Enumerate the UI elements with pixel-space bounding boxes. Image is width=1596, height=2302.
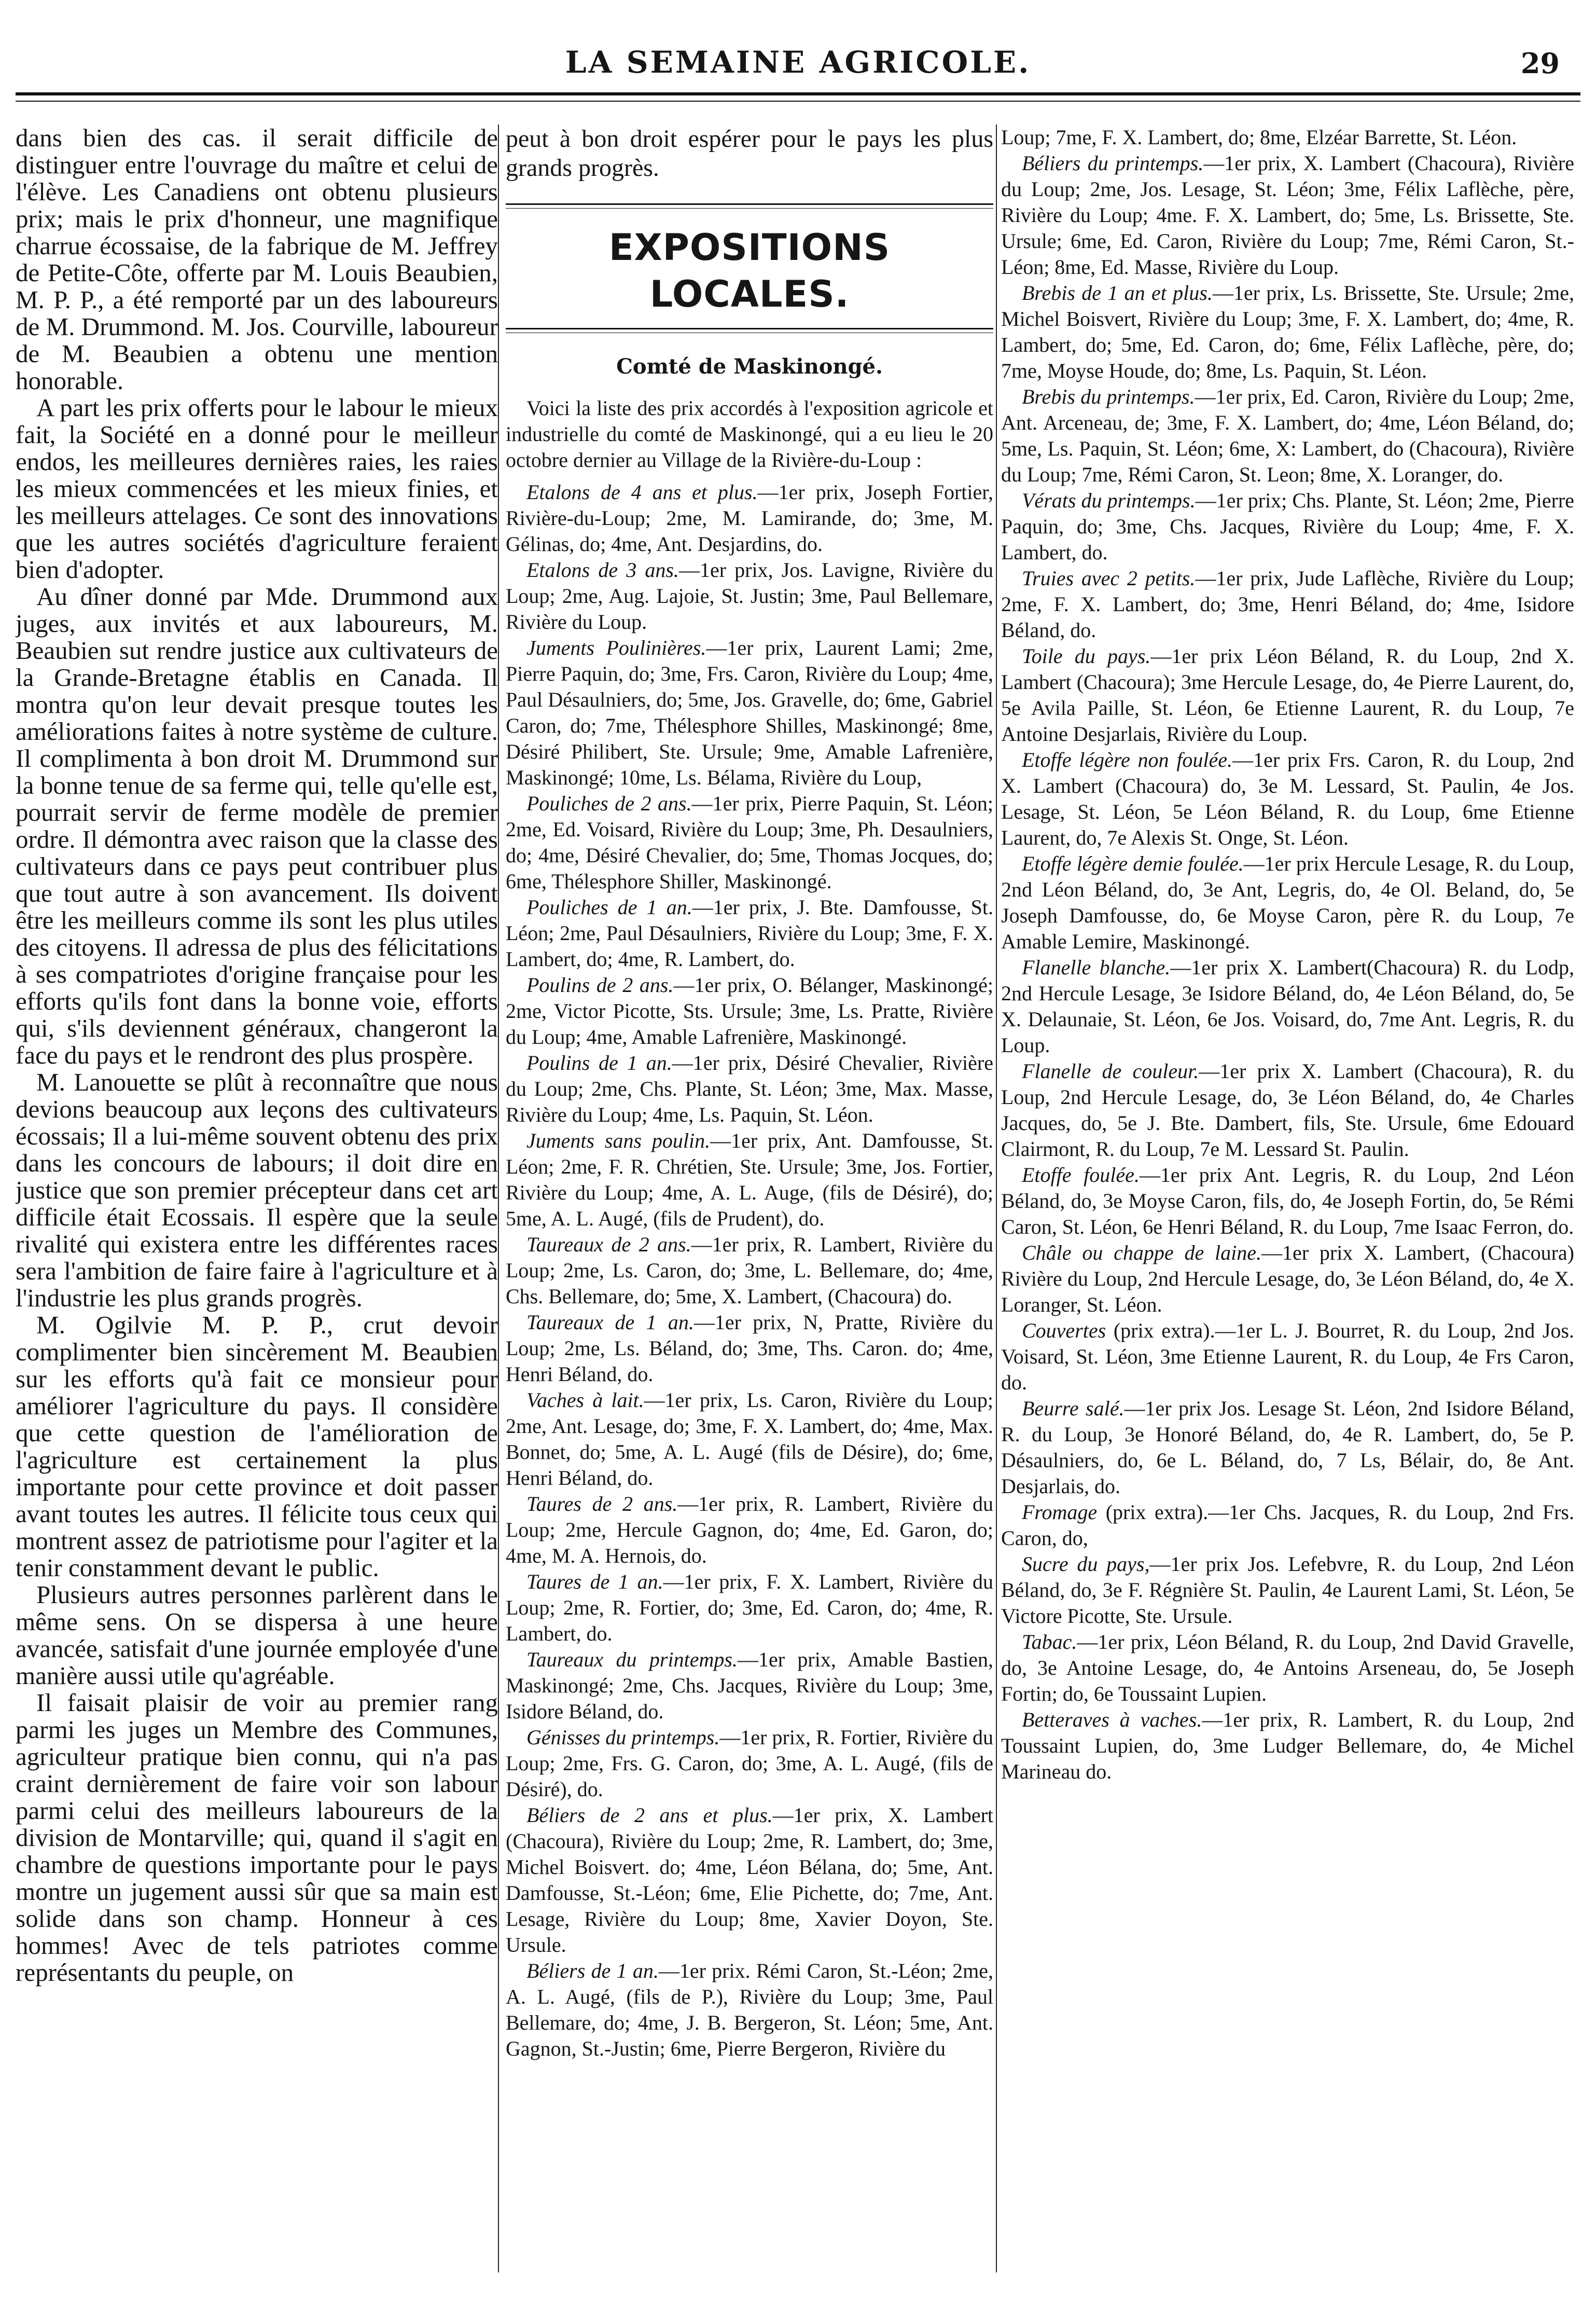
prize-category: Béliers de 2 ans et plus. <box>526 1803 773 1827</box>
prize-winners: —1er prix, Joseph Fortier, Rivière-du-Loup; 2me, M. Lamirande, do; 3me, M. Gélinas, do; 4me, Ant. Desjardins, do. <box>506 480 993 556</box>
prize-entry <box>506 479 993 557</box>
prize-category: Juments Poulinières. <box>526 636 706 659</box>
prize-winners: —1er prix, Désiré Chevalier, Rivière du Loup; 2me, Chs. Plante, St. Léon; 3me, Max. Masse, Rivière du Loup; 4me, Ls. Paquin, St. Léon. <box>506 1051 993 1126</box>
prize-winners: —1er prix, R. Lambert, Rivière du Loup; 2me, Hercule Gagnon, do; 4me, Ed. Garon, do; 4me, M. A. Hernois, do. <box>506 1492 993 1567</box>
prize-winners: —1er prix, Jude Laflèche, Rivière du Loup; 2me, F. X. Lambert, do; 3me, Henri Béland, do; 4me, Isidore Béland, do. <box>1001 567 1574 642</box>
prize-winners: —1er prix, N, Pratte, Rivière du Loup; 2me, Ls. Béland, do; 3me, Ths. Caron. do; 4me, Henri Béland, do. <box>506 1311 993 1386</box>
prize-winners: —1er prix, Pierre Paquin, St. Léon; 2me, Ed. Voisard, Rivière du Loup; 3me, Ph. Desaulniers, do; 4me, Désiré Chevalier, do; 5me, Thomas Jocques, do; 6me, Thélesphore Shiller, Maskinongé. <box>506 792 993 893</box>
prize-winners: —1er prix. Rémi Caron, St.-Léon; 2me, A. L. Augé, (fils de P.), Rivière du Loup; 3me, Paul Bellemare, do; 4me, J. B. Bergeron, St. Léon; 5me, Ant. Gagnon, St.-Justin; 6me, Pierre Bergeron, Rivière du <box>506 1959 993 2060</box>
section-rule <box>506 203 993 209</box>
header-rule <box>16 92 1580 102</box>
prize-entry <box>1001 643 1574 747</box>
prize-entry <box>1001 1162 1574 1240</box>
prize-category: Pouliches de 1 an. <box>526 895 692 919</box>
prize-category: Brebis du printemps. <box>1022 385 1195 408</box>
prize-category: Taureaux de 2 ans. <box>526 1233 691 1256</box>
prize-winners: —1er prix; Chs. Plante, St. Léon; 2me, Pierre Paquin, do; 3me, Chs. Jacques, Rivière du Loup; 4me, F. X. Lambert, do. <box>1001 489 1574 564</box>
prize-category: Beurre salé. <box>1022 1397 1125 1420</box>
prize-category: Fromage <box>1022 1500 1098 1524</box>
prize-winners: (prix extra).—1er Chs. Jacques, R. du Loup, 2nd Frs. Caron, do, <box>1001 1500 1574 1550</box>
prize-entry <box>1001 384 1574 488</box>
prize-winners: —1er prix, O. Bélanger, Maskinongé; 2me, Victor Picotte, Sts. Ursule; 3me, Ls. Pratte, Rivière du Loup; 4me, Amable Lafrenière, Maskinongé. <box>506 973 993 1049</box>
prize-winners: —1er prix, R. Lambert, Rivière du Loup; 2me, Ls. Caron, do; 3me, L. Bellemare, do; 4me, Chs. Bellemare, do; 5me, X. Lambert, (Chacoura) do. <box>506 1233 993 1308</box>
prize-winners: —1er prix Ant. Legris, R. du Loup, 2nd Léon Béland, do, 3e Moyse Caron, fils, do, 4e Joseph Fortin, do, 5e Rémi Caron, St. Léon, 6e Henri Béland, R. du Loup, 7me Isaac Ferron, do. <box>1001 1163 1574 1238</box>
prize-winners: —1er prix X. Lambert (Chacoura), R. du Loup, 2nd Hercule Lesage, do, 3e Léon Béland, do, 4e Charles Jacques, do, 5e J. Bte. Dambert, fils, Ste. Ursule, 6me Edouard Clairmont, R. du Loup, 7e M. Lessard St. Paulin. <box>1001 1059 1574 1161</box>
prize-entry <box>506 1309 993 1387</box>
prize-entry <box>1001 1707 1574 1785</box>
prize-winners: —1er prix Léon Béland, R. du Loup, 2nd X. Lambert (Chacoura); 3me Hercule Lesage, do, 4e Pierre Laurent, do, 5e Avila Paille, St. Léon, 6e Etienne Laurent, R. du Loup, 7e Antoine Desjarlais, Rivière du Loup. <box>1001 644 1574 746</box>
prize-entry <box>506 791 993 894</box>
prize-category: Etoffe foulée. <box>1022 1163 1140 1187</box>
prize-category: Flanelle blanche. <box>1022 956 1171 979</box>
prize-entry <box>506 1725 993 1802</box>
article-paragraph: Au dîner donné par Mde. Drummond aux juges, aux invités et aux laboureurs, M. Beaubien sut rendre justice aux cultivateurs de la Grande-Bretagne établis en Canada. Il montra qu'on leur devait presque toutes les améliorations faites à notre système de culture. Il complimenta à bon droit M. Drummond sur la bonne tenue de sa ferme qui, telle qu'elle est, pourrait servir de ferme modèle de premier ordre. Il démontra avec raison que la classe des cultivateurs dans ce pays peut contribuer plus que tout autre à son avancement. Ils doivent être les meilleurs comme ils sont les plus utiles des citoyens. Il adressa de plus des félicitations à ses compatriotes d'origine française pour les efforts qu'ils font dans la bonne voie, efforts qui, s'ils deviennent généraux, changeront la face du pays et le rendront des plus prospère. <box>16 582 498 1069</box>
prize-entry <box>1001 280 1574 384</box>
prize-entry <box>1001 747 1574 851</box>
prize-winners: —1er prix X. Lambert, (Chacoura) Rivière du Loup, 2nd Hercule Lesage, do, 3e Léon Béland, do, 4e X. Loranger, St. Léon. <box>1001 1241 1574 1316</box>
prize-category: Betteraves à vaches. <box>1022 1708 1202 1731</box>
article-paragraph: dans bien des cas. il serait difficile de distinguer entre l'ouvrage du maître et celui de l'élève. Les Canadiens ont obtenu plusieurs prix; mais le prix d'honneur, une magnifique charrue écossaise, de la fabrique de M. Jeffrey de Petite-Côte, offerte par M. Louis Beaubien, M. P. P., a été remporté par un des laboureurs de M. Drummond. M. Jos. Courville, laboureur de M. Beaubien a obtenu une mention honorable. <box>16 125 498 395</box>
prize-winners: —1er prix, X. Lambert (Chacoura), Rivière du Loup; 2me, R. Lambert, do; 3me, Michel Boisvert. do; 4me, Léon Bélana, do; 5me, Ant. Damfousse, St.-Léon; 6me, Elie Pichette, do; 7me, Ant. Lesage, Rivière du Loup; 8me, Xavier Doyon, Ste. Ursule. <box>506 1803 993 1956</box>
prize-category: Flanelle de couleur. <box>1022 1059 1199 1083</box>
prize-entry <box>506 972 993 1050</box>
prize-winners: —1er prix, F. X. Lambert, Rivière du Loup; 2me, R. Fortier, do; 3me, Ed. Caron, do; 4me, R. Lambert, do. <box>506 1570 993 1645</box>
prize-entry <box>1001 1240 1574 1318</box>
prize-entry <box>506 1050 993 1128</box>
prize-entry <box>506 1802 993 1958</box>
prize-category: Truies avec 2 petits. <box>1022 567 1196 590</box>
prize-entry <box>506 1569 993 1647</box>
prize-winners: —1er prix Hercule Lesage, R. du Loup, 2nd Léon Béland, do, 3e Ant, Legris, do, 4e Ol. Beland, do, 5e Joseph Damfousse, do, 6e Moyse Caron, père R. du Loup, 7e Amable Lemire, Maskinongé. <box>1001 852 1574 953</box>
prize-category: Etalons de 3 ans. <box>526 558 679 582</box>
prize-winners: —1er prix, J. Bte. Damfousse, St. Léon; 2me, Paul Désaulniers, Rivière du Loup; 3me, F. X. Lambert, do; 4me, R. Lambert, do. <box>506 895 993 971</box>
prize-category: Génisses du printemps. <box>526 1726 720 1749</box>
prize-entry <box>506 1128 993 1232</box>
prize-winners: —1er prix, Jos. Lavigne, Rivière du Loup; 2me, Aug. Lajoie, St. Justin; 3me, Paul Bellemare, Rivière du Loup. <box>506 558 993 633</box>
prize-entry <box>506 1387 993 1491</box>
column-divider <box>498 125 499 2272</box>
prize-category: Taures de 1 an. <box>526 1570 663 1593</box>
prize-category: Vérats du printemps. <box>1022 489 1196 512</box>
prize-winners: —1er prix Jos. Lesage St. Léon, 2nd Isidore Béland, R. du Loup, 3e Honoré Béland, do, 4e R. Lambert, do, 5e P. Désaulniers, do, 6e L. Béland, do, 7 Ls, Bélair, do, 8e Ant. Desjarlais, do. <box>1001 1397 1574 1498</box>
prize-entry <box>1001 1499 1574 1551</box>
prize-winners: —1er prix, Amable Bastien, Maskinongé; 2me, Chs. Jacques, Rivière du Loup; 3me, Isidore Béland, do. <box>506 1648 993 1723</box>
prize-entry <box>1001 1058 1574 1162</box>
prize-winners: —1er prix Jos. Lefebvre, R. du Loup, 2nd Léon Béland, do, 3e F. Régnière St. Paulin, 4e Laurent Lami, St. Léon, 5e Victore Picotte, Ste. Ursule. <box>1001 1552 1574 1628</box>
prize-winners: —1er prix, X. Lambert (Chacoura), Rivière du Loup; 2me, Jos. Lesage, St. Léon; 3me, Félix Laflèche, père, Rivière du Loup; 4me. F. X. Lambert, do; 5me, Ls. Brissette, Ste. Ursule; 6me, Ed. Caron, Rivière du Loup; 7me, Rémi Caron, St.-Léon; 8me, Ed. Masse, Rivière du Loup. <box>1001 151 1574 279</box>
prize-category: Juments sans poulin. <box>526 1129 711 1152</box>
prize-entry <box>1001 488 1574 566</box>
section-intro: Voici la liste des prix accordés à l'exposition agricole et industrielle du comté de Maskinongé, qui a eu lieu le 20 octobre dernier au Village de la Rivière-du-Loup : <box>506 396 993 472</box>
prize-winners: —1er prix Frs. Caron, R. du Loup, 2nd X. Lambert (Chacoura) do, 3e M. Lessard, St. Paulin, 4e Jos. Lesage, St. Léon, 5e Léon Béland, R. du Loup, 6me Etienne Laurent, do, 7e Alexis St. Onge, St. Léon. <box>1001 748 1574 849</box>
prize-category: Taures de 2 ans. <box>526 1492 678 1515</box>
article-paragraph: Il faisait plaisir de voir au premier rang parmi les juges un Membre des Communes, agriculteur pratique bien connu, qui n'a pas craint dernièrement de faire voir son labour parmi celui des meilleurs laboureurs de la division de Montarville; qui, quand il s'agit en chambre de questions importante pour le pays montre un jugement aussi sûr que sa main est solide dans son champ. Honneur à ces hommes! Avec de tels patriotes comme représentants du peuple, on <box>16 1688 498 1987</box>
prize-entry <box>1001 851 1574 955</box>
prize-entry <box>506 1491 993 1569</box>
article-continuation: peut à bon droit espérer pour le pays les plus grands progrès. <box>506 125 993 182</box>
prize-category: Brebis de 1 an et plus. <box>1022 281 1213 305</box>
prize-list <box>1001 150 1574 1785</box>
prize-category: Etalons de 4 ans et plus. <box>526 480 758 504</box>
page-number: 29 <box>1520 47 1560 80</box>
prize-winners: —1er prix, Léon Béland, R. du Loup, 2nd David Gravelle, do, 3e Antoine Lesage, do, 4e Antoins Arseneau, do, 5e Joseph Fortin; do, 6e Toussaint Lupien. <box>1001 1630 1574 1705</box>
list-continuation: Loup; 7me, F. X. Lambert, do; 8me, Elzéar Barrette, St. Léon. <box>1001 126 1517 149</box>
prize-category: Vaches à lait. <box>526 1388 644 1412</box>
article-paragraph: M. Lanouette se plût à reconnaître que nous devions beaucoup aux leçons des cultivateurs écossais; Il a lui-même souvent obtenu des prix dans les concours de labours; il doit dire en justice que son premier précepteur dans cet art difficile était Ecossais. Il espère que la seule rivalité qui existera entre les différentes races sera l'ambition de faire faire à l'agriculture et à l'industrie les plus grands progrès. <box>16 1068 498 1312</box>
prize-list <box>506 479 993 2062</box>
prize-winners: —1er prix, Ls. Caron, Rivière du Loup; 2me, Ant. Lesage, do; 3me, F. X. Lambert, do; 4me, Max. Bonnet, do; 5me, A. L. Augé (fils de Désire), do; 6me, Henri Béland, do. <box>506 1388 993 1490</box>
prize-winners: (prix extra).—1er L. J. Bourret, R. du Loup, 2nd Jos. Voisard, St. Léon, 3me Etienne Laurent, R. du Loup, 4e Frs Caron, do. <box>1001 1319 1574 1394</box>
prize-entry <box>506 635 993 791</box>
prize-category: Sucre du pays, <box>1022 1552 1150 1576</box>
prize-entry <box>506 1232 993 1309</box>
prize-entry <box>1001 1551 1574 1629</box>
article-paragraph: Plusieurs autres personnes parlèrent dans le même sens. On se dispersa à une heure avancée, satisfait d'une journée employée d'une manière aussi utile qu'agréable. <box>16 1580 498 1690</box>
prize-category: Taureaux de 1 an. <box>526 1311 694 1334</box>
prize-entry <box>506 1958 993 2062</box>
article-paragraph: A part les prix offerts pour le labour le mieux fait, la Société en a donné pour le meilleur endos, les meilleures dernières raies, les raies les mieux commencées et les mieux finies, et les meilleurs attelages. Ce sont des innovations que les autres sociétés d'agriculture feraient bien d'adopter. <box>16 393 498 584</box>
article-paragraph: M. Ogilvie M. P. P., crut devoir complimenter bien sincèrement M. Beaubien sur les efforts qu'à fait ce monsieur pour améliorer l'agriculture du pays. Il considère que cette question de l'amélioration de l'agriculture est certainement la plus importante pour cette province et doit passer avant toutes les autres. Il félicite tous ceux qui montrent assez de patriotisme pour l'agiter et la tenir constamment devant le public. <box>16 1311 498 1582</box>
prize-category: Poulins de 2 ans. <box>526 973 674 997</box>
prize-entry <box>1001 566 1574 643</box>
column-1 <box>16 125 498 2283</box>
prize-entry <box>1001 1629 1574 1707</box>
prize-entry <box>1001 955 1574 1058</box>
section-subhead: Comté de Maskinongé. <box>616 354 883 379</box>
prize-winners: —1er prix X. Lambert(Chacoura) R. du Lodp, 2nd Hercule Lesage, 3e Isidore Béland, do, 4e Léon Béland, do, 5e X. Delaunaie, St. Léon, 6e Jos. Voisard, do, 7me Ant. Legris, R. du Loup. <box>1001 956 1574 1057</box>
prize-entry <box>506 1647 993 1725</box>
prize-category: Taureaux du printemps. <box>526 1648 738 1671</box>
prize-category: Tabac. <box>1022 1630 1077 1653</box>
prize-category: Etoffe légère demie foulée. <box>1022 852 1244 875</box>
prize-category: Poulins de 1 an. <box>526 1051 672 1074</box>
prize-category: Béliers du printemps. <box>1022 151 1204 175</box>
prize-winners: —1er prix, Ls. Brissette, Ste. Ursule; 2me, Michel Boisvert, Rivière du Loup; 3me, F. X. Lambert, do; 4me, R. Lambert, do; 5me, Ed. Caron, do; 6me, Félix Laflèche, père, do; 7me, Moyse Houde, do; 8me, Ls. Paquin, St. Léon. <box>1001 281 1574 382</box>
prize-winners: —1er prix, R. Fortier, Rivière du Loup; 2me, Frs. G. Caron, do; 3me, A. L. Augé, (fils de Désiré), do. <box>506 1726 993 1801</box>
prize-category: Châle ou chappe de laine. <box>1022 1241 1261 1264</box>
prize-entry <box>1001 1396 1574 1499</box>
prize-category: Toile du pays. <box>1022 644 1151 668</box>
prize-category: Béliers de 1 an. <box>526 1959 659 1982</box>
prize-entry <box>506 557 993 635</box>
prize-category: Pouliches de 2 ans. <box>526 792 692 815</box>
prize-category: Etoffe légère non foulée. <box>1022 748 1233 771</box>
masthead: LA SEMAINE AGRICOLE. <box>565 45 1031 80</box>
prize-winners: —1er prix, R. Lambert, R. du Loup, 2nd Toussaint Lupien, do, 3me Ludger Bellemare, do, 4e Michel Marineau do. <box>1001 1708 1574 1783</box>
prize-winners: —1er prix, Ant. Damfousse, St. Léon; 2me, F. R. Chrétien, Ste. Ursule; 3me, Jos. Fortier, Rivière du Loup; 4me, A. L. Auge, (fils de Désiré), do; 5me, A. L. Augé, (fils de Prudent), do. <box>506 1129 993 1230</box>
column-2 <box>506 125 993 2283</box>
section-rule <box>506 328 993 333</box>
prize-entry <box>1001 150 1574 280</box>
section-headline: EXPOSITIONS LOCALES. <box>608 226 891 315</box>
prize-category: Couvertes <box>1022 1319 1106 1342</box>
prize-entry <box>506 894 993 972</box>
prize-entry <box>1001 1318 1574 1396</box>
prize-winners: —1er prix, Laurent Lami; 2me, Pierre Paquin, do; 3me, Frs. Caron, Rivière du Loup; 4me, Paul Désaulniers, do; 5me, Jos. Gravelle, do; 6me, Gabriel Caron, do; 7me, Thélesphore Shilles, Maskinongé; 8me, Désiré Philibert, Ste. Ursule; 9me, Amable Lafrenière, Maskinongé; 10me, Ls. Bélama, Rivière du Loup, <box>506 636 993 789</box>
column-divider <box>996 125 997 2272</box>
prize-winners: —1er prix, Ed. Caron, Rivière du Loup; 2me, Ant. Arceneau, de; 3me, F. X. Lambert, do; 4me, Léon Béland, do; 5me, Ls. Paquin, St. Léon; 6me, X: Lambert, do (Chacoura), Rivière du Loup; 7me, Rémi Caron, St. Leon; 8me, X. Loranger, do. <box>1001 385 1574 486</box>
column-3 <box>1001 125 1574 2283</box>
